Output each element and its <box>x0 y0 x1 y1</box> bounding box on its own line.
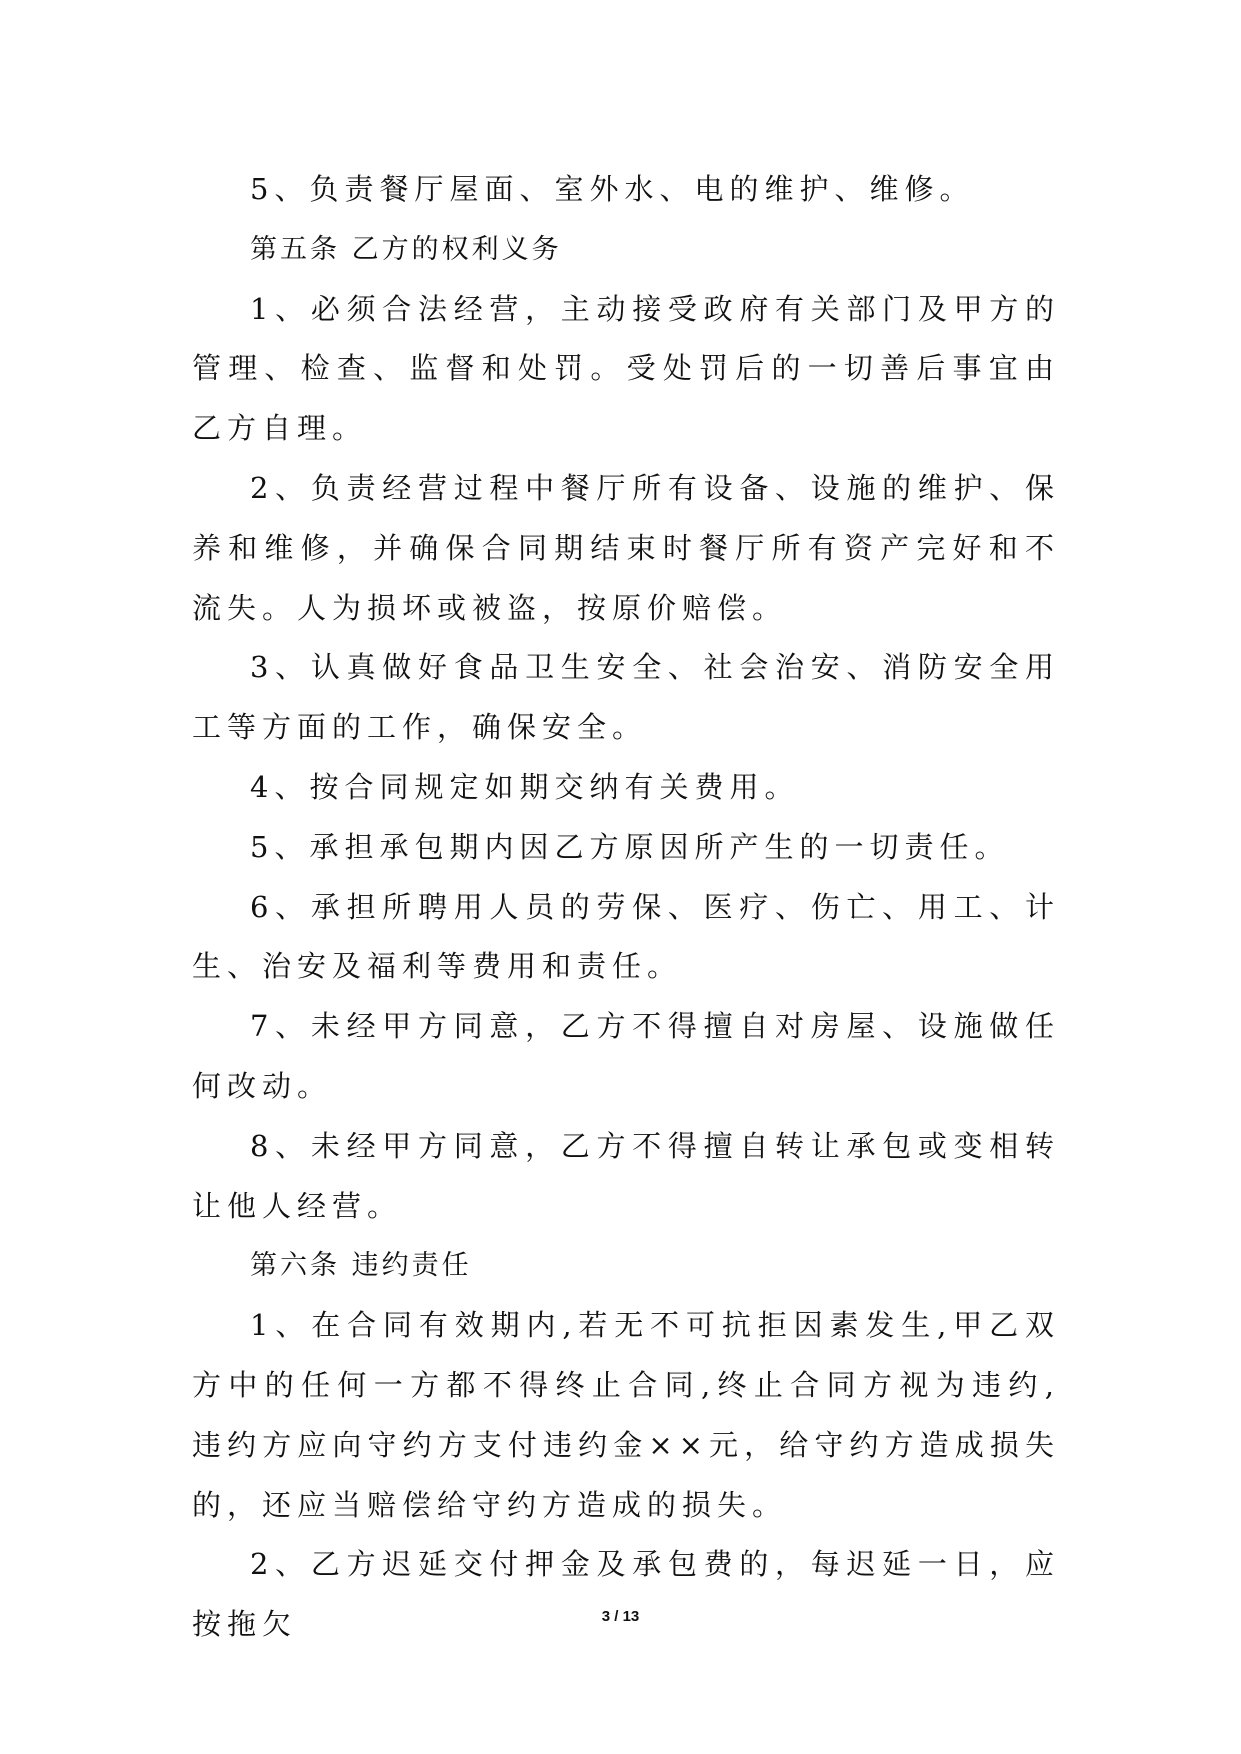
document-body <box>192 160 1060 1655</box>
section-heading-article-6: 第六条 违约责任 <box>250 1250 472 1282</box>
paragraph-item-4-fees: 4、按合同规定如期交纳有关费用。 <box>250 769 800 804</box>
paragraph-item-8-no-transfer: 8、未经甲方同意，乙方不得擅自转让承包或变相转让他人经营。 <box>192 1128 1060 1223</box>
paragraph-breach-item-1: 1、在合同有效期内,若无不可抗拒因素发生,甲乙双方中的任何一方都不得终止合同,终止合同方视为违约,违约方应向守约方支付违约金××元，给守约方造成损失的，还应当赔偿给守约方造成的损失。 <box>192 1308 1060 1522</box>
paragraph-item-3-safety: 3、认真做好食品卫生安全、社会治安、消防安全用工等方面的工作，确保安全。 <box>192 650 1060 745</box>
paragraph-item-6-staff-costs: 6、承担所聘用人员的劳保、医疗、伤亡、用工、计生、治安及福利等费用和责任。 <box>192 889 1060 984</box>
paragraph-item-1-legal-operation: 1、必须合法经营，主动接受政府有关部门及甲方的管理、检查、监督和处罚。受处罚后的一切善后事宜由乙方自理。 <box>192 291 1060 446</box>
paragraph-item-2-equipment-maintenance: 2、负责经营过程中餐厅所有设备、设施的维护、保养和维修，并确保合同期结束时餐厅所有资产完好和不流失。人为损坏或被盗，按原价赔偿。 <box>192 470 1060 625</box>
paragraph-item-7-no-alterations: 7、未经甲方同意，乙方不得擅自对房屋、设施做任何改动。 <box>192 1009 1060 1103</box>
paragraph-item-5-responsibility: 5、承担承包期内因乙方原因所产生的一切责任。 <box>250 829 1010 864</box>
section-heading-article-5: 第五条 乙方的权利义务 <box>250 233 562 265</box>
page-number: 3 / 13 <box>601 1608 640 1625</box>
paragraph-breach-item-2: 2、乙方迟延交付押金及承包费的，每迟延一日，应按拖欠 <box>192 1547 1060 1642</box>
paragraph-item-5-maintenance: 5、负责餐厅屋面、室外水、电的维护、维修。 <box>250 172 975 206</box>
